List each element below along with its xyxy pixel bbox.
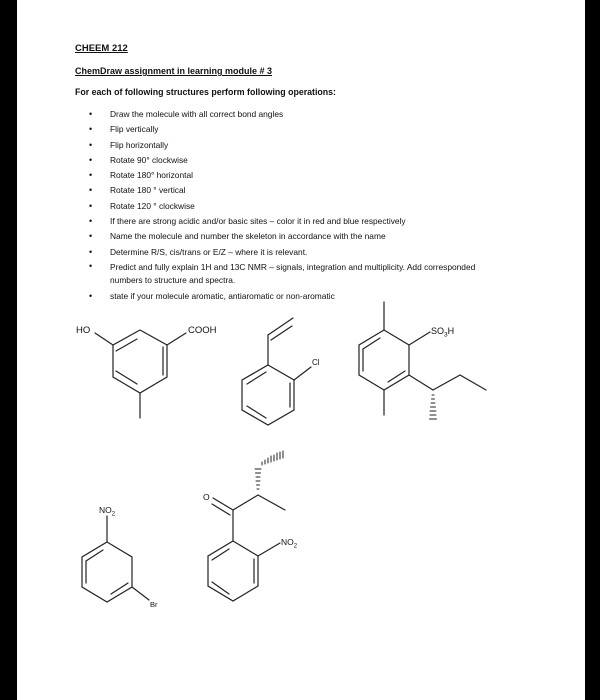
list-item: • Rotate 180° horizontal [89,168,489,183]
sulfonic-label: $SO_3H$ [431,326,455,339]
bromo-bond [132,587,149,600]
sulfonic-bond [409,332,430,345]
hydroxyl-bond [95,333,113,345]
benzene-ring [242,365,294,425]
carboxyl-bond [167,333,186,345]
list-item: • Rotate 90° clockwise [89,153,489,168]
bullet-icon: • [89,200,93,211]
list-item: • state if your molecule aromatic, antiaromatic or non-aromatic [89,289,489,304]
bullet-icon: • [89,216,93,227]
list-item: • Flip horizontally [89,138,489,153]
list-item: • Determine R/S, cis/trans or E/Z – where it is relevant. [89,245,489,260]
list-item: • Rotate 180 ° vertical [89,183,489,198]
instruction-heading: For each of following structures perform following operations: [75,87,336,97]
bullet-icon: • [89,109,93,119]
bullet-icon: • [89,124,93,135]
molecule-4 [82,516,149,602]
bullet-icon: • [89,246,93,257]
nitro-bond [258,543,280,556]
benzene-ring [82,542,132,602]
carboxyl-label: COOH [188,325,217,336]
nitro-label: $NO_2$ [99,505,116,518]
nitro-label: $NO_2$ [281,537,298,550]
molecule-1 [95,330,186,418]
molecule-2 [242,318,311,425]
butyl-bond [409,375,433,390]
benzene-ring [208,541,258,601]
list-item: • If there are strong acidic and/or basic sites – color it in red and blue respectively [89,214,489,229]
list-item: • Predict and fully explain 1H and 13C NMR – signals, integration and multiplicity. Add corresponded numbers to structure and spectra. [89,260,476,285]
benzene-ring [113,330,167,393]
list-item: • Rotate 120 ° clockwise [89,199,489,214]
bullet-icon: • [89,290,93,301]
chloro-bond [294,367,311,380]
assignment-title: ChemDraw assignment in learning module # 3 [75,66,273,76]
carbonyl-oxygen-label: O [203,492,210,502]
list-item: • Draw the molecule with all correct bond angles [89,107,489,122]
bullet-icon: • [89,154,93,165]
hashed-wedge [430,395,437,419]
chloro-label: Cl [312,358,320,367]
benzene-ring [359,330,409,390]
bromo-label: Br [150,600,158,609]
carbonyl-double [213,498,233,510]
list-item: • Flip vertically [89,122,489,137]
hashed-wedge [255,469,261,489]
bullet-icon: • [89,260,93,271]
course-code: CHEEM 212 [75,43,128,54]
bullet-icon: • [89,231,93,242]
bullet-icon: • [89,170,93,181]
hydroxyl-label: HO [76,325,91,336]
hashed-wedge [262,451,283,465]
molecule-3 [359,302,486,415]
list-item: • Name the molecule and number the skeleton in accordance with the name [89,229,489,244]
bullet-icon: • [89,185,93,196]
molecule-5 [208,495,285,601]
bullet-icon: • [89,139,93,150]
